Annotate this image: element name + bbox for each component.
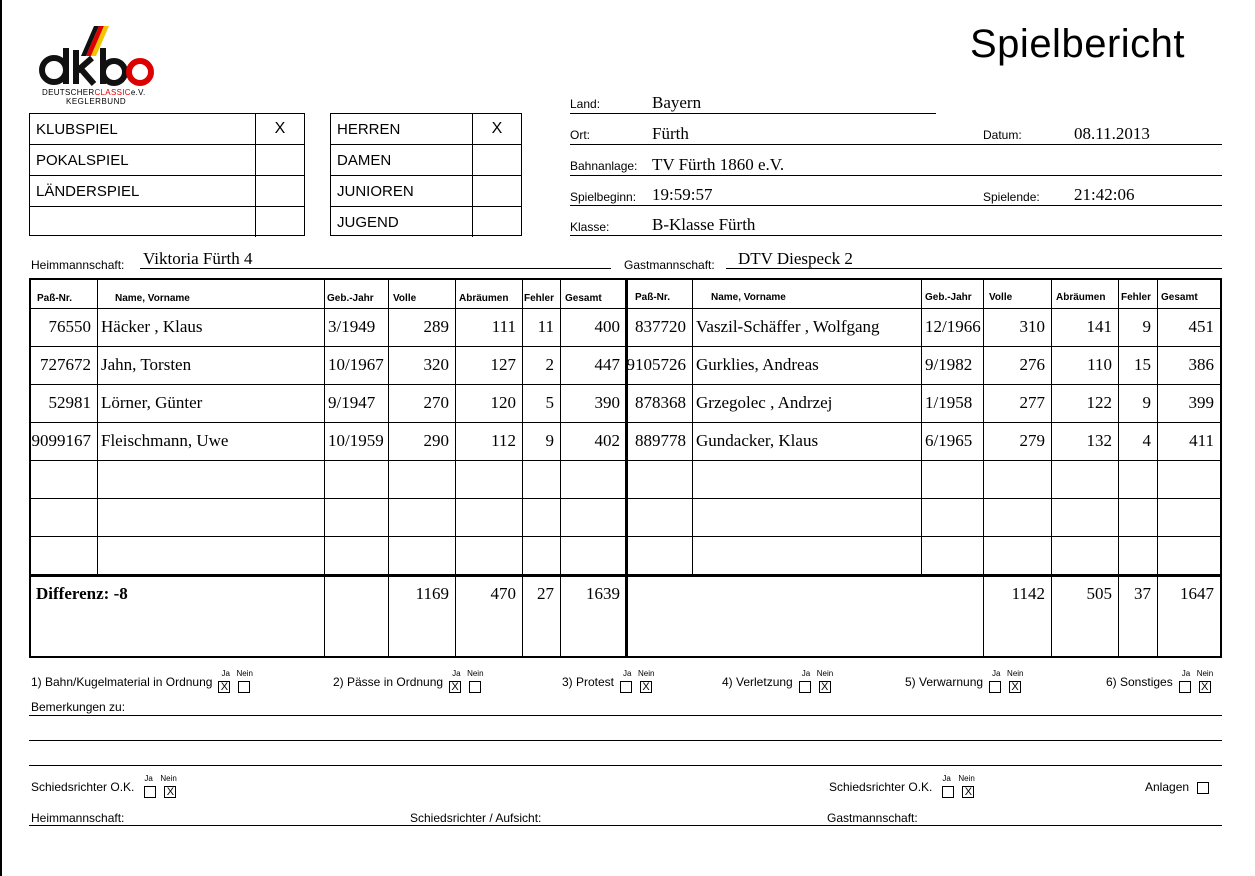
ort-value: Fürth xyxy=(652,124,689,143)
check-boxes xyxy=(799,668,834,693)
home-total-fehler: 27 xyxy=(537,584,554,603)
column-header-guest-6: Gesamt xyxy=(1161,292,1198,303)
check-boxes xyxy=(989,668,1024,693)
spielbeginn-label: Spielbeginn: xyxy=(570,190,637,204)
home-name-cell: Fleischmann, Uwe xyxy=(101,431,229,450)
nein-checkbox[interactable]: X xyxy=(164,786,176,798)
home-team-label: Heimmannschaft: xyxy=(31,258,125,272)
check-item xyxy=(905,668,1024,693)
guest-geb-cell: 1/1958 xyxy=(925,393,973,412)
ja-checkbox[interactable] xyxy=(989,681,1001,693)
signature-line xyxy=(29,825,1222,826)
check-label: 4) Verletzung xyxy=(722,675,793,689)
nein-checkbox[interactable]: X xyxy=(1009,681,1021,693)
check-boxes xyxy=(620,668,655,693)
home-fehler-cell: 11 xyxy=(537,317,554,336)
home-volle-cell: 290 xyxy=(423,431,449,450)
check-label: 1) Bahn/Kugelmaterial in Ordnung xyxy=(31,675,213,689)
match_type-row xyxy=(30,114,304,145)
ort-label: Ort: xyxy=(570,128,590,142)
logo-org-line1: DEUTSCHER xyxy=(42,88,95,97)
home-abr-cell: 120 xyxy=(490,393,516,412)
home-pass-cell: 76550 xyxy=(48,317,91,336)
column-header-guest-3: Volle xyxy=(989,292,1013,303)
match_type-row xyxy=(30,176,304,207)
ja-label: Ja xyxy=(452,668,461,678)
guest-pass-cell: 878368 xyxy=(635,393,686,412)
check-item xyxy=(562,668,655,693)
guest-fehler-cell: 15 xyxy=(1134,355,1151,374)
nein-label: Nein xyxy=(467,668,484,678)
bemerkungen-line-3 xyxy=(29,765,1222,766)
ja-label: Ja xyxy=(942,773,951,783)
home-volle-cell: 320 xyxy=(423,355,449,374)
match_type-mark[interactable] xyxy=(256,176,305,207)
column-header-guest-2: Geb.-Jahr xyxy=(925,292,972,303)
check-label: 5) Verwarnung xyxy=(905,675,984,689)
guest-total-gesamt: 1647 xyxy=(1180,584,1214,603)
nein-label: Nein xyxy=(638,668,655,678)
bemerkungen-line-1 xyxy=(29,715,1222,716)
guest-total-volle: 1142 xyxy=(1011,584,1045,603)
column-header-guest-5: Fehler xyxy=(1121,292,1152,303)
column-header-0: Paß-Nr. xyxy=(37,293,73,304)
guest-volle-cell: 276 xyxy=(1019,355,1045,374)
home-fehler-cell: 9 xyxy=(545,431,554,450)
guest-name-cell: Gundacker, Klaus xyxy=(696,431,819,450)
guest-abr-cell: 132 xyxy=(1086,431,1112,450)
guest-gesamt-cell: 399 xyxy=(1188,393,1214,412)
ja-checkbox[interactable] xyxy=(799,681,811,693)
guest-geb-cell: 9/1982 xyxy=(925,355,973,374)
match_type-mark[interactable] xyxy=(256,145,305,176)
home-team-underline xyxy=(140,268,611,269)
guest-volle-cell: 279 xyxy=(1019,431,1045,450)
guest-abr-cell: 122 xyxy=(1086,393,1112,412)
match_type-row xyxy=(30,145,304,176)
home-pass-cell: 727672 xyxy=(40,355,91,374)
home-geb-cell: 9/1947 xyxy=(328,393,376,412)
home-gesamt-cell: 400 xyxy=(594,317,620,336)
table-col-line xyxy=(97,280,98,574)
category-mark[interactable] xyxy=(473,176,522,207)
nein-checkbox[interactable]: X xyxy=(640,681,652,693)
check-label: 2) Pässe in Ordnung xyxy=(333,675,444,689)
category-label: DAMEN xyxy=(331,145,473,176)
category-mark[interactable] xyxy=(473,207,522,238)
check-item xyxy=(333,668,484,693)
home-abr-cell: 127 xyxy=(490,355,516,374)
spielbeginn-underline xyxy=(570,205,1222,206)
nein-label: Nein xyxy=(236,668,253,678)
home-geb-cell: 3/1949 xyxy=(328,317,376,336)
home-abr-cell: 112 xyxy=(491,431,516,450)
sig-guest-label: Gastmannschaft: xyxy=(827,811,918,825)
anlagen-checkbox[interactable] xyxy=(1197,782,1209,794)
column-header-guest-1: Name, Vorname xyxy=(711,292,786,303)
ja-label: Ja xyxy=(221,668,230,678)
home-pass-cell: 52981 xyxy=(48,393,91,412)
anlagen-label: Anlagen xyxy=(1145,780,1190,794)
datum-value: 08.11.2013 xyxy=(1074,124,1150,143)
spielende-value: 21:42:06 xyxy=(1074,185,1135,204)
datum-label: Datum: xyxy=(983,128,1022,142)
ja-label: Ja xyxy=(623,668,632,678)
match_type-row xyxy=(30,207,304,238)
guest-total-abr: 505 xyxy=(1086,584,1112,603)
check-item xyxy=(31,668,253,693)
ja-label: Ja xyxy=(992,668,1001,678)
guest-pass-cell: 9105726 xyxy=(626,355,686,374)
home-fehler-cell: 2 xyxy=(545,355,554,374)
ja-checkbox[interactable] xyxy=(620,681,632,693)
column-header-1: Name, Vorname xyxy=(115,293,190,304)
home-name-cell: Häcker , Klaus xyxy=(101,317,203,336)
land-label: Land: xyxy=(570,97,601,111)
guest-pass-cell: 889778 xyxy=(635,431,686,450)
category-label: HERREN xyxy=(331,114,473,145)
bahnanlage-value: TV Fürth 1860 e.V. xyxy=(652,155,785,174)
check-boxes xyxy=(1179,668,1214,693)
nein-checkbox[interactable] xyxy=(469,681,481,693)
nein-label: Nein xyxy=(160,773,177,783)
guest-abr-cell: 141 xyxy=(1086,317,1112,336)
ort-underline xyxy=(570,144,1222,145)
category-row xyxy=(331,114,521,145)
nein-label: Nein xyxy=(1007,668,1024,678)
bahnanlage-underline xyxy=(570,175,1222,176)
guest-team-underline xyxy=(726,268,1222,269)
table-col-line xyxy=(921,280,922,574)
guest-fehler-cell: 4 xyxy=(1142,431,1151,450)
home-gesamt-cell: 447 xyxy=(594,355,620,374)
category-mark[interactable] xyxy=(473,145,522,176)
check-item xyxy=(722,668,834,693)
guest-gesamt-cell: 411 xyxy=(1189,431,1214,450)
logo-org-line2: KEGLERBUND xyxy=(66,97,127,106)
category-label: JUNIOREN xyxy=(331,176,473,207)
sig-home-label: Heimmannschaft: xyxy=(31,811,125,825)
match-type-box xyxy=(29,113,305,236)
home-abr-cell: 111 xyxy=(491,317,516,336)
home-geb-cell: 10/1959 xyxy=(328,431,384,450)
guest-total-fehler: 37 xyxy=(1134,584,1151,603)
anlagen xyxy=(1145,780,1209,794)
match_type-mark[interactable]: X xyxy=(256,114,305,145)
check-item xyxy=(1106,668,1214,693)
nein-checkbox[interactable]: X xyxy=(1199,681,1211,693)
home-total-abr: 470 xyxy=(490,584,516,603)
guest-fehler-cell: 9 xyxy=(1142,317,1151,336)
match_type-label: POKALSPIEL xyxy=(30,145,256,176)
guest-pass-cell: 837720 xyxy=(635,317,686,336)
home-name-cell: Lörner, Günter xyxy=(101,393,203,412)
home-total-volle: 1169 xyxy=(415,584,449,603)
category-box xyxy=(330,113,522,236)
logo-org-classic: CLASSIC xyxy=(94,88,131,97)
guest-fehler-cell: 9 xyxy=(1142,393,1151,412)
nein-label: Nein xyxy=(1196,668,1214,678)
check-boxes xyxy=(218,668,253,693)
match_type-mark[interactable] xyxy=(256,207,305,238)
klasse-value: B-Klasse Fürth xyxy=(652,215,756,234)
nein-checkbox[interactable] xyxy=(238,681,250,693)
column-header-2: Geb.-Jahr xyxy=(327,293,374,304)
ja-label: Ja xyxy=(801,668,811,678)
nein-label: Nein xyxy=(816,668,834,678)
ja-label: Ja xyxy=(144,773,153,783)
bemerkungen-line-2 xyxy=(29,740,1222,741)
home-team-name: Viktoria Fürth 4 xyxy=(143,249,253,268)
column-header-5: Fehler xyxy=(524,293,555,304)
home-total-gesamt: 1639 xyxy=(586,584,620,603)
category-row xyxy=(331,207,521,238)
match_type-label xyxy=(30,207,256,238)
ja-checkbox[interactable] xyxy=(942,786,954,798)
guest-geb-cell: 6/1965 xyxy=(925,431,973,450)
guest-gesamt-cell: 386 xyxy=(1188,355,1214,374)
column-header-3: Volle xyxy=(393,293,417,304)
guest-abr-cell: 110 xyxy=(1087,355,1112,374)
guest-team-label: Gastmannschaft: xyxy=(624,258,715,272)
table-col-line xyxy=(692,280,693,574)
document-title: Spielbericht xyxy=(970,22,1186,66)
klasse-underline xyxy=(570,235,1222,236)
match_type-label: KLUBSPIEL xyxy=(30,114,256,145)
home-volle-cell: 270 xyxy=(423,393,449,412)
category-row xyxy=(331,176,521,207)
referee-boxes xyxy=(942,773,975,798)
check-label: 6) Sonstiges xyxy=(1106,675,1173,689)
referee-ok-label: Schiedsrichter O.K. xyxy=(31,780,135,794)
nein-checkbox[interactable]: X xyxy=(962,786,974,798)
home-gesamt-cell: 402 xyxy=(594,431,620,450)
dkbc-logo xyxy=(36,18,171,110)
logo-org-ev: e.V. xyxy=(130,88,146,97)
category-row xyxy=(331,145,521,176)
home-fehler-cell: 5 xyxy=(545,393,554,412)
home-volle-cell: 289 xyxy=(423,317,449,336)
category-mark[interactable]: X xyxy=(473,114,522,145)
home-pass-cell: 9099167 xyxy=(31,431,91,450)
bemerkungen-label: Bemerkungen zu: xyxy=(31,700,126,714)
check-label: 3) Protest xyxy=(562,675,615,689)
klasse-label: Klasse: xyxy=(570,220,610,234)
category-label: JUGEND xyxy=(337,213,399,231)
nein-label: Nein xyxy=(958,773,975,783)
referee-ok xyxy=(31,773,176,798)
land-underline xyxy=(570,113,936,114)
ja-checkbox[interactable] xyxy=(144,786,156,798)
ja-checkbox[interactable]: X xyxy=(218,681,230,693)
column-header-guest-0: Paß-Nr. xyxy=(635,292,671,303)
land-value: Bayern xyxy=(652,93,702,112)
bahnanlage-label: Bahnanlage: xyxy=(570,159,638,173)
column-header-6: Gesamt xyxy=(565,293,602,304)
guest-name-cell: Grzegolec , Andrzej xyxy=(696,393,833,412)
nein-checkbox[interactable]: X xyxy=(819,681,831,693)
guest-volle-cell: 277 xyxy=(1019,393,1045,412)
guest-gesamt-cell: 451 xyxy=(1188,317,1214,336)
spielende-label: Spielende: xyxy=(983,190,1040,204)
ja-checkbox[interactable] xyxy=(1179,681,1191,693)
referee-boxes xyxy=(144,773,177,798)
sig-ref-label: Schiedsrichter / Aufsicht: xyxy=(410,811,542,825)
home-geb-cell: 10/1967 xyxy=(328,355,384,374)
referee-ok-label: Schiedsrichter O.K. xyxy=(829,780,933,794)
ja-checkbox[interactable]: X xyxy=(449,681,461,693)
table-col-line xyxy=(324,280,325,656)
guest-geb-cell: 12/1966 xyxy=(925,317,981,336)
match_type-label: LÄNDERSPIEL xyxy=(30,176,256,207)
score-table xyxy=(29,278,1222,658)
guest-name-cell: Gurklies, Andreas xyxy=(696,355,819,374)
difference-label: Differenz: -8 xyxy=(36,584,128,603)
guest-team-name: DTV Diespeck 2 xyxy=(738,249,853,268)
guest-name-cell: Vaszil-Schäffer , Wolfgang xyxy=(696,317,880,336)
home-name-cell: Jahn, Torsten xyxy=(101,355,192,374)
ja-label: Ja xyxy=(1181,668,1191,678)
referee-ok xyxy=(829,773,974,798)
check-boxes xyxy=(449,668,484,693)
column-header-4: Abräumen xyxy=(459,293,509,304)
home-gesamt-cell: 390 xyxy=(594,393,620,412)
guest-volle-cell: 310 xyxy=(1019,317,1045,336)
page-left-border xyxy=(0,0,2,876)
column-header-guest-4: Abräumen xyxy=(1056,292,1106,303)
spielbeginn-value: 19:59:57 xyxy=(652,185,713,204)
